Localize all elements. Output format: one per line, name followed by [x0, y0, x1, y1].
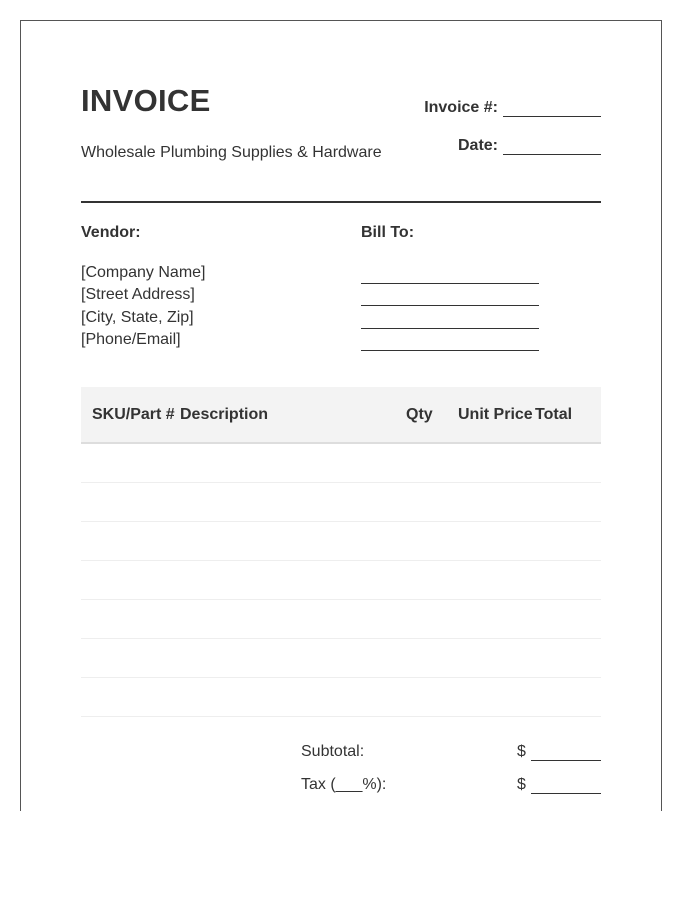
bill-to-line[interactable]: [361, 285, 539, 306]
cell-sku[interactable]: [81, 443, 180, 483]
tax-label: Tax (___%):: [301, 776, 387, 793]
date-label: Date:: [457, 137, 498, 154]
cell-description[interactable]: [180, 443, 406, 483]
subtotal-label: Subtotal:: [301, 743, 365, 760]
invoice-number-label: Invoice #:: [424, 99, 498, 116]
cell-sku[interactable]: [81, 639, 180, 678]
invoice-sheet: [20, 20, 662, 811]
date-row: [458, 137, 601, 155]
cell-sku[interactable]: [81, 522, 180, 561]
cell-qty[interactable]: [406, 561, 458, 600]
tax-currency: $: [517, 776, 526, 793]
bill-to-fields: [361, 263, 539, 352]
table-row: [81, 678, 601, 717]
line-items-body: [81, 443, 601, 717]
cell-total[interactable]: [535, 678, 601, 717]
table-row: [81, 443, 601, 483]
bill-to-label: Bill To:: [361, 224, 415, 241]
cell-description[interactable]: [180, 483, 406, 522]
cell-total[interactable]: [535, 561, 601, 600]
vendor-phone-email: [Phone/Email]: [81, 330, 181, 348]
header-description: Description: [180, 387, 406, 443]
bill-to-line[interactable]: [361, 263, 539, 284]
tax-row: [301, 776, 601, 796]
header-sku: SKU/Part #: [81, 387, 180, 443]
bill-to-line[interactable]: [361, 308, 539, 329]
cell-total[interactable]: [535, 483, 601, 522]
table-row: [81, 483, 601, 522]
subtotal-currency: $: [517, 743, 526, 760]
subtotal-row: [301, 743, 601, 763]
header-unit-price: Unit Price: [458, 387, 535, 443]
cell-qty[interactable]: [406, 483, 458, 522]
cell-unit-price[interactable]: [458, 522, 535, 561]
cell-description[interactable]: [180, 678, 406, 717]
vendor-address: [81, 262, 206, 351]
vendor-company-name: [Company Name]: [81, 264, 206, 281]
header-divider: [81, 201, 601, 203]
cell-sku[interactable]: [81, 600, 180, 639]
table-row: [81, 561, 601, 600]
invoice-number-field[interactable]: [503, 102, 601, 117]
date-field[interactable]: [503, 140, 601, 155]
vendor-label: Vendor:: [81, 224, 141, 241]
cell-qty[interactable]: [406, 678, 458, 717]
invoice-subtitle: Wholesale Plumbing Supplies & Hardware: [81, 144, 382, 161]
vendor-street-address: [Street Address]: [81, 286, 195, 304]
table-header-row: [81, 387, 601, 443]
cell-qty[interactable]: [406, 522, 458, 561]
cell-description[interactable]: [180, 522, 406, 561]
cell-total[interactable]: [535, 639, 601, 678]
cell-description[interactable]: [180, 561, 406, 600]
subtotal-field[interactable]: [531, 743, 601, 761]
cell-unit-price[interactable]: [458, 678, 535, 717]
table-row: [81, 639, 601, 678]
cell-unit-price[interactable]: [458, 561, 535, 600]
cell-unit-price[interactable]: [458, 483, 535, 522]
vendor-city-state-zip: [City, State, Zip]: [81, 308, 194, 326]
cell-unit-price[interactable]: [458, 600, 535, 639]
cell-qty[interactable]: [406, 600, 458, 639]
tax-field[interactable]: [531, 776, 601, 794]
header-total: Total: [535, 387, 601, 443]
cell-unit-price[interactable]: [458, 639, 535, 678]
cell-total[interactable]: [535, 522, 601, 561]
invoice-title: INVOICE: [81, 83, 211, 118]
invoice-number-row: [424, 99, 601, 117]
cell-sku[interactable]: [81, 483, 180, 522]
cell-total[interactable]: [535, 443, 601, 483]
line-items-table: [81, 387, 601, 717]
cell-qty[interactable]: [406, 443, 458, 483]
table-row: [81, 600, 601, 639]
cell-description[interactable]: [180, 600, 406, 639]
cell-unit-price[interactable]: [458, 443, 535, 483]
cell-qty[interactable]: [406, 639, 458, 678]
table-row: [81, 522, 601, 561]
cell-description[interactable]: [180, 639, 406, 678]
bill-to-line[interactable]: [361, 330, 539, 351]
cell-sku[interactable]: [81, 678, 180, 717]
cell-sku[interactable]: [81, 561, 180, 600]
cell-total[interactable]: [535, 600, 601, 639]
header-qty: Qty: [406, 387, 458, 443]
